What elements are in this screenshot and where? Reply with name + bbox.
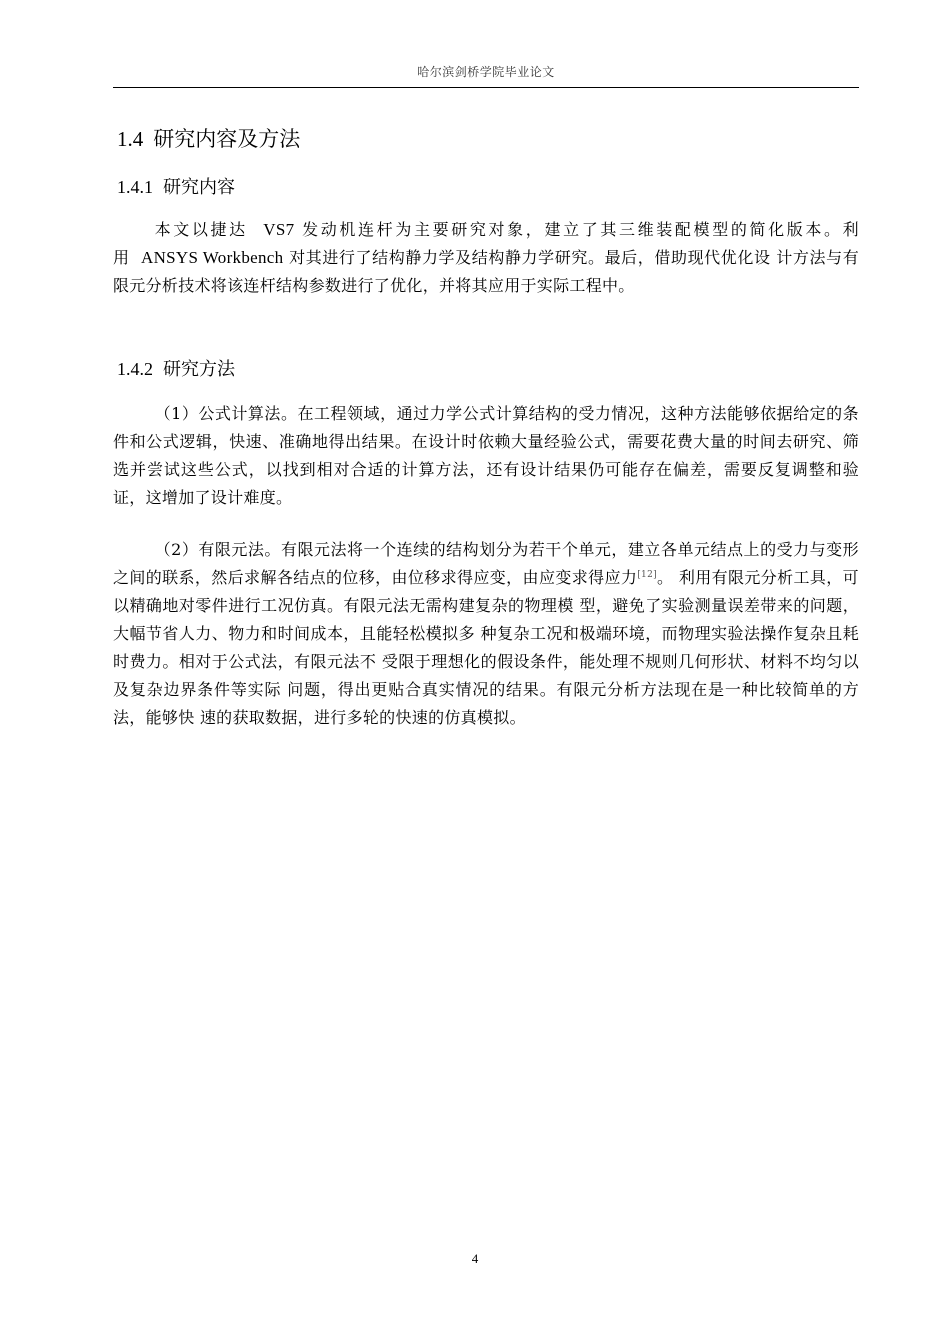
subsection-number: 1.4.1: [117, 177, 153, 197]
subsection-heading-research-content: [117, 173, 235, 202]
paragraph-fem-method: [113, 536, 859, 732]
subsection-title: 研究方法: [163, 359, 235, 380]
section-title: 研究内容及方法: [153, 127, 301, 151]
text-run: （2）有限元法。有限元法将一个连续的结构划分为若干个单元，建立各单元结点上的受力与变形之间的联系，然后求解各结点的位移，由位移求得应变，由应变求得应力: [113, 540, 859, 587]
citation-reference: [12]: [637, 570, 657, 580]
running-header: 哈尔滨剑桥学院毕业论文: [417, 65, 555, 79]
header-rule: [113, 87, 859, 88]
subsection-heading-research-method: [117, 355, 235, 384]
subsection-title: 研究内容: [163, 177, 235, 198]
text-run: 本文以捷达: [154, 220, 248, 239]
subsection-number: 1.4.2: [117, 359, 153, 379]
text-run-latin: ANSYS Workbench: [141, 248, 284, 267]
paragraph-formula-method: （1）公式计算法。在工程领域，通过力学公式计算结构的受力情况，这种方法能够依据给定的条件和公式逻辑，快速、准确地得出结果。在设计时依赖大量经验公式，需要花费大量的时间去研究、筛选并尝试这些公式，以找到相对合适的计算方法，还有设计结果仍可能存在偏差，需要反复调整和验证，这增加了设计难度。: [113, 404, 859, 507]
text-run: 对其进行了结构静力学及结构静力学研究。最后，借助现代优化设 计方法与有限元分析技术将该连杆结构参数进行了优化，并将其应用于实际工程中。: [113, 248, 859, 295]
text-run-latin: VS7: [263, 220, 295, 239]
text-run: 发动机连杆为主要研究对象，建立了其三维装配模型的简化版本。利 用: [113, 220, 859, 267]
section-heading: [117, 123, 300, 155]
text-run: 。 利用有限元分析工具，可以精确地对零件进行工况仿真。有限元法无需构建复杂的物理模 型，避免了实验测量误差带来的问题，大幅节省人力、物力和时间成本，且能轻松模拟多 种复杂工况和极端环境，而物理实验法操作复杂且耗时费力。相对于公式法，有限元法不 受限于理想化的假设条件，能处理不规则几何形状、材料不均匀以及复杂边界条件等实际 问题，得出更贴合真实情况的结果。有限元分析方法现在是一种比较简单的方法，能够快 速的获取数据，进行多轮的快速的仿真模拟。: [113, 568, 859, 727]
section-number: 1.4: [117, 127, 144, 151]
page-number: 4: [471, 1251, 479, 1266]
paragraph-research-content: [113, 216, 859, 300]
